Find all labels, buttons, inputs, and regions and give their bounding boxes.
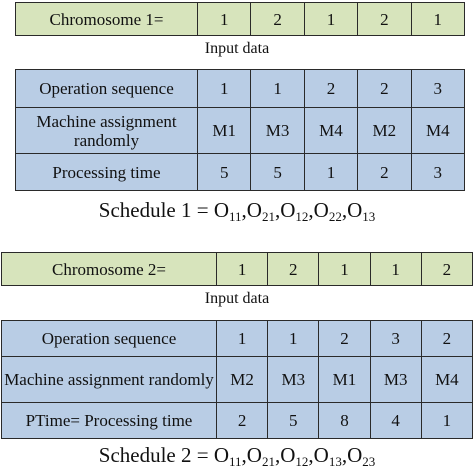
table-cell: 2 xyxy=(358,154,411,191)
schedule-prefix: Schedule 1 = xyxy=(98,198,214,222)
table-cell: 1 xyxy=(304,154,357,191)
table-cell: 1 xyxy=(217,321,268,357)
processing-time-row xyxy=(2,403,473,439)
gene-cell: 1 xyxy=(411,3,464,36)
chromosome-2-table xyxy=(1,252,473,286)
table-cell: 3 xyxy=(411,70,464,108)
table-cell: 5 xyxy=(251,154,304,191)
table-cell: 8 xyxy=(319,403,370,439)
table-cell: 5 xyxy=(198,154,251,191)
machine-assignment-row xyxy=(16,107,465,153)
row-label: Operation sequence xyxy=(2,321,217,357)
schedule-op: $O_{21}$ xyxy=(246,443,275,469)
machine-assignment-row xyxy=(2,357,473,403)
table-cell: M4 xyxy=(304,107,357,153)
table-cell: M3 xyxy=(268,357,319,403)
chromosome-1-label: Chromosome 1= xyxy=(16,3,198,36)
schedule-op: $O_{11}$ xyxy=(213,198,242,224)
schedule-op: $O_{21}$ xyxy=(246,198,275,224)
chromosome-1-row xyxy=(16,3,465,36)
table-cell: M2 xyxy=(358,107,411,153)
operation-table-2 xyxy=(1,320,473,439)
table-cell: M1 xyxy=(198,107,251,153)
operation-table-1 xyxy=(15,69,465,191)
table-cell: M1 xyxy=(319,357,370,403)
schedule-op: $O_{13}$ xyxy=(347,198,376,224)
gene-cell: 2 xyxy=(421,253,472,286)
operation-sequence-row xyxy=(2,321,473,357)
schedule-op: $O_{11}$ xyxy=(213,443,242,469)
table-cell: M2 xyxy=(217,357,268,403)
table-cell: M3 xyxy=(370,357,421,403)
table-cell: M4 xyxy=(411,107,464,153)
schedule-1-formula: Schedule $1 = O_{11},O_{21},O_{12},O_{22},O_{13}$ xyxy=(98,198,376,224)
schedule-op: $O_{22}$ xyxy=(313,198,342,224)
table-cell: 2 xyxy=(358,70,411,108)
table-cell: 1 xyxy=(421,403,472,439)
table-cell: M4 xyxy=(421,357,472,403)
row-label: Processing time xyxy=(16,154,198,191)
schedule-op: $O_{13}$ xyxy=(313,443,342,469)
input-data-caption-1: Input data xyxy=(204,40,270,57)
row-label: PTime= Processing time xyxy=(2,403,217,439)
table-cell: 1 xyxy=(251,70,304,108)
chromosome-2-row xyxy=(2,253,473,286)
schedule-op: $O_{12}$ xyxy=(280,443,309,469)
gene-cell: 1 xyxy=(304,3,357,36)
input-data-caption-2: Input data xyxy=(204,290,270,307)
schedule-2-formula: Schedule $2 = O_{11},O_{21},O_{12},O_{13},O_{23}$ xyxy=(98,443,376,469)
table-cell: 3 xyxy=(411,154,464,191)
schedule-op: $O_{23}$ xyxy=(347,443,376,469)
processing-time-row xyxy=(16,154,465,191)
table-cell: 1 xyxy=(268,321,319,357)
table-cell: 2 xyxy=(319,321,370,357)
gene-cell: 1 xyxy=(319,253,370,286)
gene-cell: 2 xyxy=(251,3,304,36)
gene-cell: 1 xyxy=(370,253,421,286)
table-cell: 1 xyxy=(198,70,251,108)
table-cell: M3 xyxy=(251,107,304,153)
table-cell: 2 xyxy=(217,403,268,439)
row-label: Machine assignment randomly xyxy=(16,107,198,153)
schedule-op: $O_{12}$ xyxy=(280,198,309,224)
gene-cell: 1 xyxy=(217,253,268,286)
operation-sequence-row xyxy=(16,70,465,108)
chromosome-2-label: Chromosome 2= xyxy=(2,253,217,286)
table-cell: 2 xyxy=(304,70,357,108)
schedule-prefix: Schedule 2 = xyxy=(98,443,214,467)
table-cell: 3 xyxy=(370,321,421,357)
chromosome-1-table xyxy=(15,2,465,36)
table-cell: 4 xyxy=(370,403,421,439)
gene-cell: 2 xyxy=(358,3,411,36)
gene-cell: 2 xyxy=(268,253,319,286)
row-label: Operation sequence xyxy=(16,70,198,108)
gene-cell: 1 xyxy=(198,3,251,36)
table-cell: 2 xyxy=(421,321,472,357)
row-label: Machine assignment randomly xyxy=(2,357,217,403)
table-cell: 5 xyxy=(268,403,319,439)
